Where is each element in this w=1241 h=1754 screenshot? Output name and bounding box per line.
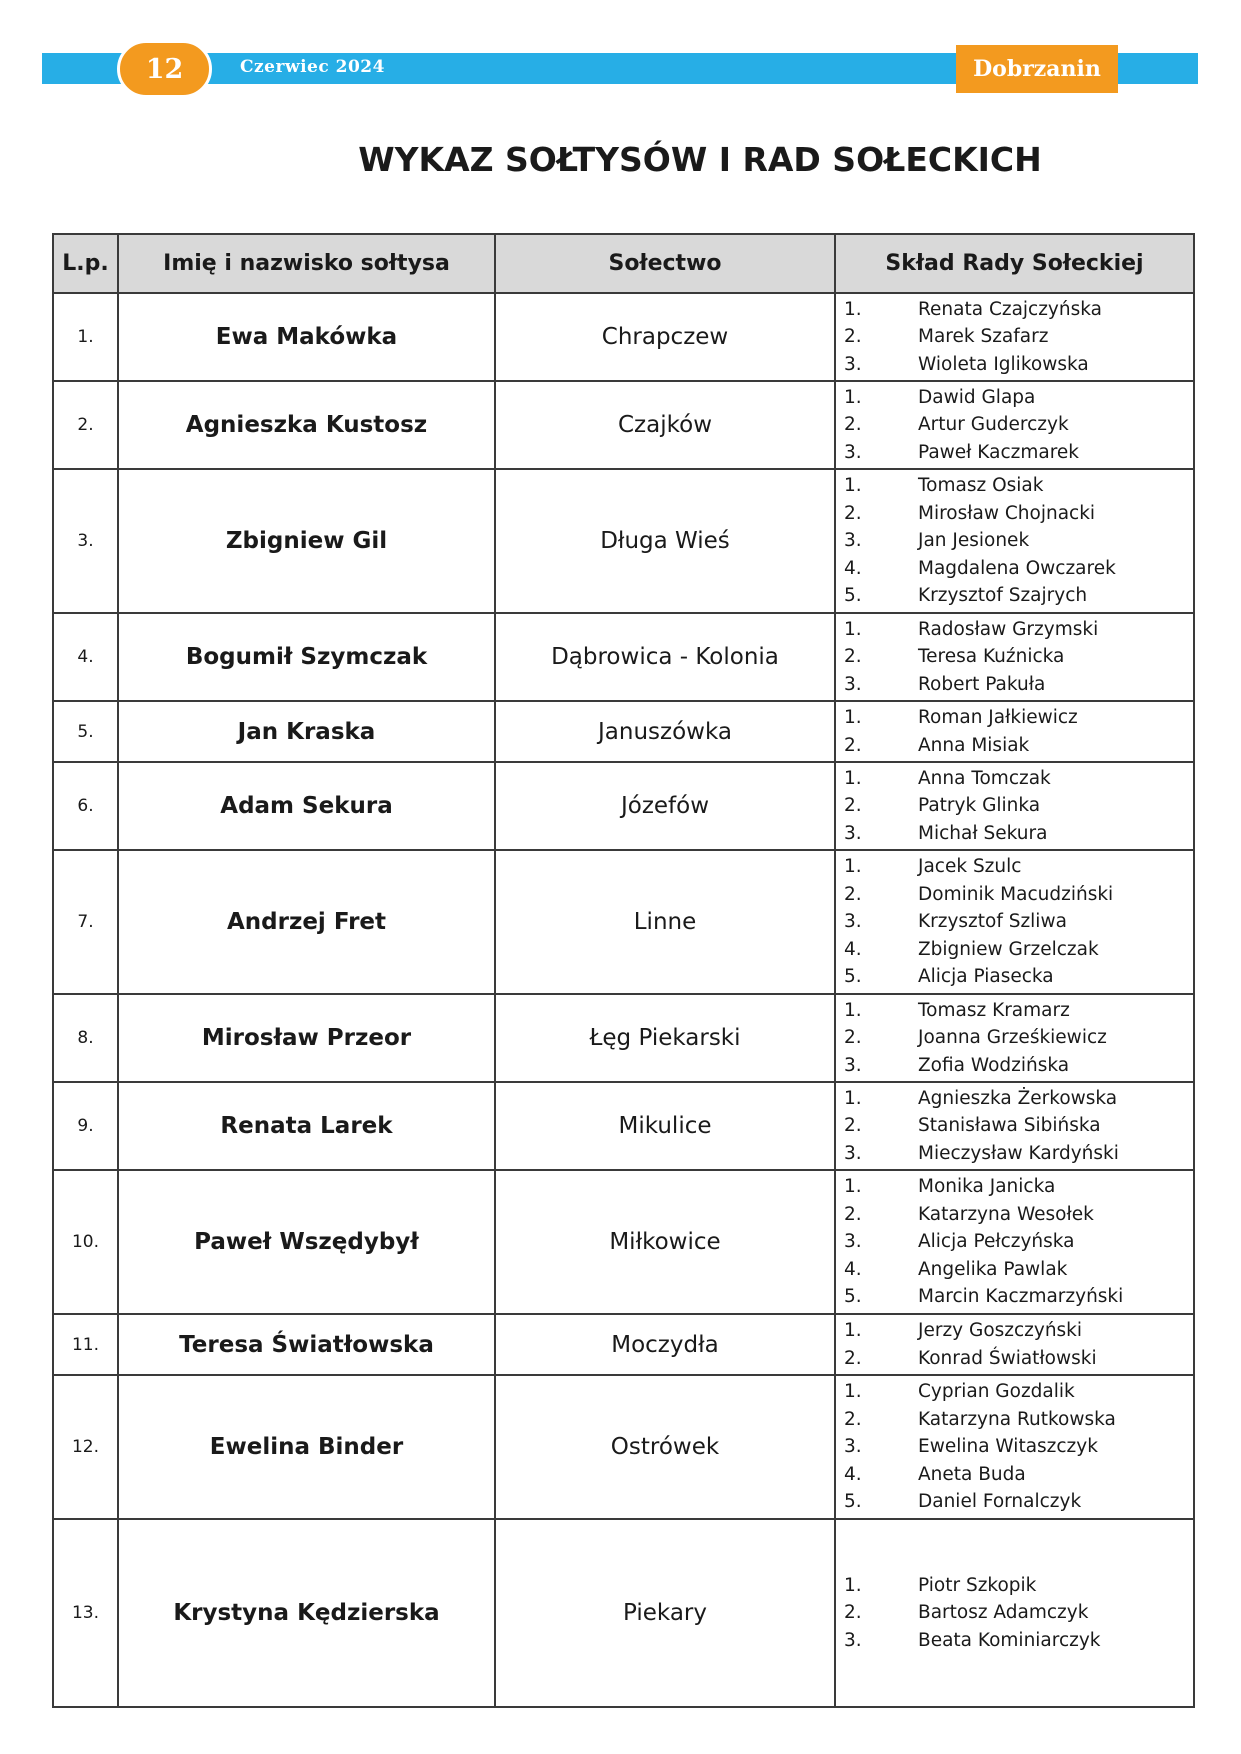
cell-village: Długa Wieś [495, 469, 835, 613]
council-member-name: Katarzyna Wesołek [918, 1203, 1094, 1225]
council-member-number: 2. [844, 646, 862, 668]
council-member-number: 2. [844, 883, 862, 905]
cell-lp: 10. [53, 1170, 118, 1314]
cell-council [835, 762, 1194, 850]
council-member-name: Wioleta Iglikowska [918, 353, 1089, 375]
council-member [836, 765, 1193, 793]
cell-council [835, 1375, 1194, 1519]
cell-village: Józefów [495, 762, 835, 850]
table-header-row [53, 234, 1194, 293]
council-member [836, 671, 1193, 699]
cell-village: Łęg Piekarski [495, 994, 835, 1082]
council-member-number: 4. [844, 1258, 862, 1280]
cell-council [835, 381, 1194, 469]
table-row [53, 1375, 1194, 1519]
council-member-name: Renata Czajczyńska [918, 298, 1102, 320]
council-member-name: Aneta Buda [918, 1463, 1026, 1485]
council-member [836, 527, 1193, 555]
cell-council [835, 850, 1194, 994]
council-member [836, 1256, 1193, 1284]
council-member-number: 1. [844, 298, 862, 320]
council-member-number: 3. [844, 822, 862, 844]
council-member-number: 3. [844, 530, 862, 552]
cell-soltys-name: Ewelina Binder [118, 1375, 495, 1519]
cell-soltys-name: Teresa Światłowska [118, 1314, 495, 1375]
council-member-name: Mirosław Chojnacki [918, 502, 1096, 524]
cell-lp: 13. [53, 1519, 118, 1707]
table-row [53, 850, 1194, 994]
council-member [836, 1461, 1193, 1489]
council-member-name: Paweł Kaczmarek [918, 441, 1079, 463]
council-member-number: 5. [844, 966, 862, 988]
council-member [836, 323, 1193, 351]
council-member-name: Cyprian Gozdalik [918, 1381, 1075, 1403]
cell-lp: 9. [53, 1082, 118, 1170]
council-member-number: 1. [844, 856, 862, 878]
council-member [836, 1024, 1193, 1052]
cell-village: Miłkowice [495, 1170, 835, 1314]
council-member-name: Radosław Grzymski [918, 618, 1099, 640]
council-member [836, 792, 1193, 820]
council-member-name: Robert Pakuła [918, 673, 1046, 695]
table-row [53, 293, 1194, 381]
council-member [836, 1085, 1193, 1113]
council-member [836, 997, 1193, 1025]
council-member-number: 1. [844, 999, 862, 1021]
council-member [836, 936, 1193, 964]
council-member [836, 472, 1193, 500]
council-member-number: 1. [844, 767, 862, 789]
council-member-name: Daniel Fornalczyk [918, 1491, 1082, 1513]
council-member-name: Patryk Glinka [918, 795, 1041, 817]
council-member-name: Teresa Kuźnicka [918, 646, 1065, 668]
soltys-table [52, 233, 1195, 1708]
council-member-name: Mieczysław Kardyński [918, 1142, 1119, 1164]
council-member-name: Anna Tomczak [918, 767, 1051, 789]
cell-soltys-name: Ewa Makówka [118, 293, 495, 381]
council-member [836, 963, 1193, 991]
council-member-number: 1. [844, 618, 862, 640]
table-row [53, 381, 1194, 469]
cell-soltys-name: Zbigniew Gil [118, 469, 495, 613]
table-row [53, 1170, 1194, 1314]
cell-soltys-name: Andrzej Fret [118, 850, 495, 994]
council-member-number: 1. [844, 1087, 862, 1109]
council-member-name: Zofia Wodzińska [918, 1054, 1070, 1076]
council-member [836, 1488, 1193, 1516]
council-member [836, 1572, 1193, 1600]
council-member [836, 643, 1193, 671]
council-member-name: Krzysztof Szajrych [918, 585, 1088, 607]
council-member [836, 1378, 1193, 1406]
cell-lp: 4. [53, 613, 118, 701]
table-row [53, 762, 1194, 850]
cell-village: Chrapczew [495, 293, 835, 381]
council-member-name: Beata Kominiarczyk [918, 1629, 1101, 1651]
council-member [836, 820, 1193, 848]
council-member [836, 704, 1193, 732]
council-member-name: Piotr Szkopik [918, 1574, 1037, 1596]
council-member [836, 1627, 1193, 1655]
council-member-name: Krzysztof Szliwa [918, 911, 1067, 933]
council-member-name: Anna Misiak [918, 734, 1030, 756]
council-member-name: Monika Janicka [918, 1176, 1056, 1198]
council-member [836, 1433, 1193, 1461]
cell-lp: 7. [53, 850, 118, 994]
cell-village: Dąbrowica - Kolonia [495, 613, 835, 701]
cell-village: Piekary [495, 1519, 835, 1707]
council-member-number: 3. [844, 1142, 862, 1164]
council-member-number: 2. [844, 1408, 862, 1430]
table-row [53, 1082, 1194, 1170]
cell-soltys-name: Krystyna Kędzierska [118, 1519, 495, 1707]
council-member-name: Zbigniew Grzelczak [918, 938, 1099, 960]
council-member-number: 1. [844, 386, 862, 408]
table-row [53, 1314, 1194, 1375]
council-member-number: 4. [844, 938, 862, 960]
council-member-number: 5. [844, 585, 862, 607]
cell-village: Czajków [495, 381, 835, 469]
cell-lp: 8. [53, 994, 118, 1082]
council-member-number: 3. [844, 353, 862, 375]
council-member [836, 616, 1193, 644]
council-member-name: Dawid Glapa [918, 386, 1036, 408]
council-member [836, 1345, 1193, 1373]
cell-council [835, 1170, 1194, 1314]
council-member-number: 2. [844, 1347, 862, 1369]
table-row [53, 469, 1194, 613]
cell-soltys-name: Mirosław Przeor [118, 994, 495, 1082]
council-member-name: Roman Jałkiewicz [918, 707, 1078, 728]
council-member-name: Bartosz Adamczyk [918, 1602, 1089, 1624]
council-member [836, 1317, 1193, 1345]
council-member-number: 3. [844, 1231, 862, 1253]
cell-council [835, 1314, 1194, 1375]
cell-lp: 12. [53, 1375, 118, 1519]
cell-lp: 2. [53, 381, 118, 469]
council-member-name: Agnieszka Żerkowska [918, 1087, 1118, 1109]
column-header-council: Skład Rady Sołeckiej [835, 234, 1194, 293]
council-member-name: Angelika Pawlak [918, 1258, 1068, 1280]
cell-lp: 5. [53, 701, 118, 762]
council-member-name: Alicja Pełczyńska [918, 1231, 1075, 1253]
council-member-name: Marek Szafarz [918, 326, 1049, 348]
council-member-number: 3. [844, 441, 862, 463]
council-member [836, 411, 1193, 439]
council-member-number: 1. [844, 707, 862, 728]
council-member [836, 1201, 1193, 1229]
council-member [836, 1140, 1193, 1168]
cell-soltys-name: Renata Larek [118, 1082, 495, 1170]
council-member [836, 881, 1193, 909]
council-member-number: 1. [844, 1574, 862, 1596]
council-member-name: Joanna Grześkiewicz [918, 1027, 1107, 1049]
council-member [836, 1173, 1193, 1201]
council-member [836, 1599, 1193, 1627]
council-member-number: 1. [844, 475, 862, 497]
council-member-name: Stanisława Sibińska [918, 1115, 1101, 1137]
council-member [836, 1283, 1193, 1311]
council-member [836, 1112, 1193, 1140]
council-member-name: Tomasz Kramarz [918, 999, 1070, 1021]
cell-council [835, 469, 1194, 613]
page-title: WYKAZ SOŁTYSÓW I RAD SOŁECKICH [358, 140, 1042, 179]
council-member-name: Alicja Piasecka [918, 966, 1054, 988]
cell-lp: 11. [53, 1314, 118, 1375]
table-row [53, 1519, 1194, 1707]
council-member-number: 3. [844, 1436, 862, 1458]
council-member-number: 5. [844, 1286, 862, 1308]
cell-lp: 6. [53, 762, 118, 850]
council-member-name: Michał Sekura [918, 822, 1048, 844]
council-member-name: Konrad Światłowski [918, 1347, 1097, 1369]
column-header-lp: L.p. [53, 234, 118, 293]
cell-council [835, 1519, 1194, 1707]
council-member-number: 4. [844, 1463, 862, 1485]
council-member-name: Jerzy Goszczyński [918, 1320, 1083, 1341]
cell-village: Ostrówek [495, 1375, 835, 1519]
table-row [53, 613, 1194, 701]
issue-date: Czerwiec 2024 [240, 57, 385, 77]
cell-council [835, 293, 1194, 381]
council-member [836, 500, 1193, 528]
council-member-number: 1. [844, 1176, 862, 1198]
council-member [836, 1052, 1193, 1080]
column-header-village: Sołectwo [495, 234, 835, 293]
cell-council [835, 701, 1194, 762]
council-member [836, 439, 1193, 467]
council-member [836, 384, 1193, 412]
cell-lp: 3. [53, 469, 118, 613]
council-member [836, 732, 1193, 760]
cell-village: Moczydła [495, 1314, 835, 1375]
council-member [836, 582, 1193, 610]
council-member-name: Marcin Kaczmarzyński [918, 1286, 1124, 1308]
council-member-number: 3. [844, 1629, 862, 1651]
council-member-number: 2. [844, 502, 862, 524]
cell-soltys-name: Paweł Wszędybył [118, 1170, 495, 1314]
column-header-name: Imię i nazwisko sołtysa [118, 234, 495, 293]
cell-council [835, 613, 1194, 701]
council-member-number: 2. [844, 1203, 862, 1225]
cell-council [835, 1082, 1194, 1170]
council-member-name: Tomasz Osiak [918, 475, 1044, 497]
council-member [836, 908, 1193, 936]
council-member-name: Magdalena Owczarek [918, 557, 1116, 579]
council-member [836, 1406, 1193, 1434]
council-member-name: Artur Guderczyk [918, 414, 1069, 436]
council-member-name: Ewelina Witaszczyk [918, 1436, 1098, 1458]
page-number-badge: 12 [117, 40, 212, 98]
council-member-number: 1. [844, 1381, 862, 1403]
council-member-name: Jacek Szulc [918, 856, 1022, 878]
cell-soltys-name: Jan Kraska [118, 701, 495, 762]
council-member-number: 2. [844, 734, 862, 756]
council-member [836, 296, 1193, 324]
cell-lp: 1. [53, 293, 118, 381]
cell-soltys-name: Agnieszka Kustosz [118, 381, 495, 469]
cell-village: Linne [495, 850, 835, 994]
publication-brand: Dobrzanin [956, 45, 1118, 93]
council-member [836, 853, 1193, 881]
council-member-number: 2. [844, 795, 862, 817]
council-member [836, 1228, 1193, 1256]
council-member-number: 4. [844, 557, 862, 579]
council-member-number: 2. [844, 1027, 862, 1049]
council-member-name: Katarzyna Rutkowska [918, 1408, 1116, 1430]
cell-village: Mikulice [495, 1082, 835, 1170]
table-row [53, 701, 1194, 762]
council-member-number: 3. [844, 673, 862, 695]
council-member-number: 3. [844, 911, 862, 933]
cell-soltys-name: Adam Sekura [118, 762, 495, 850]
council-member-name: Jan Jesionek [918, 530, 1030, 552]
council-member-number: 2. [844, 414, 862, 436]
council-member-number: 2. [844, 1115, 862, 1137]
council-member-number: 5. [844, 1491, 862, 1513]
council-member [836, 351, 1193, 379]
council-member-number: 3. [844, 1054, 862, 1076]
council-member [836, 555, 1193, 583]
table-row [53, 994, 1194, 1082]
council-member-number: 2. [844, 1602, 862, 1624]
council-member-number: 1. [844, 1320, 862, 1341]
cell-soltys-name: Bogumił Szymczak [118, 613, 495, 701]
table-body [53, 293, 1194, 1707]
cell-council [835, 994, 1194, 1082]
council-member-number: 2. [844, 326, 862, 348]
council-member-name: Dominik Macudziński [918, 883, 1114, 905]
cell-village: Januszówka [495, 701, 835, 762]
